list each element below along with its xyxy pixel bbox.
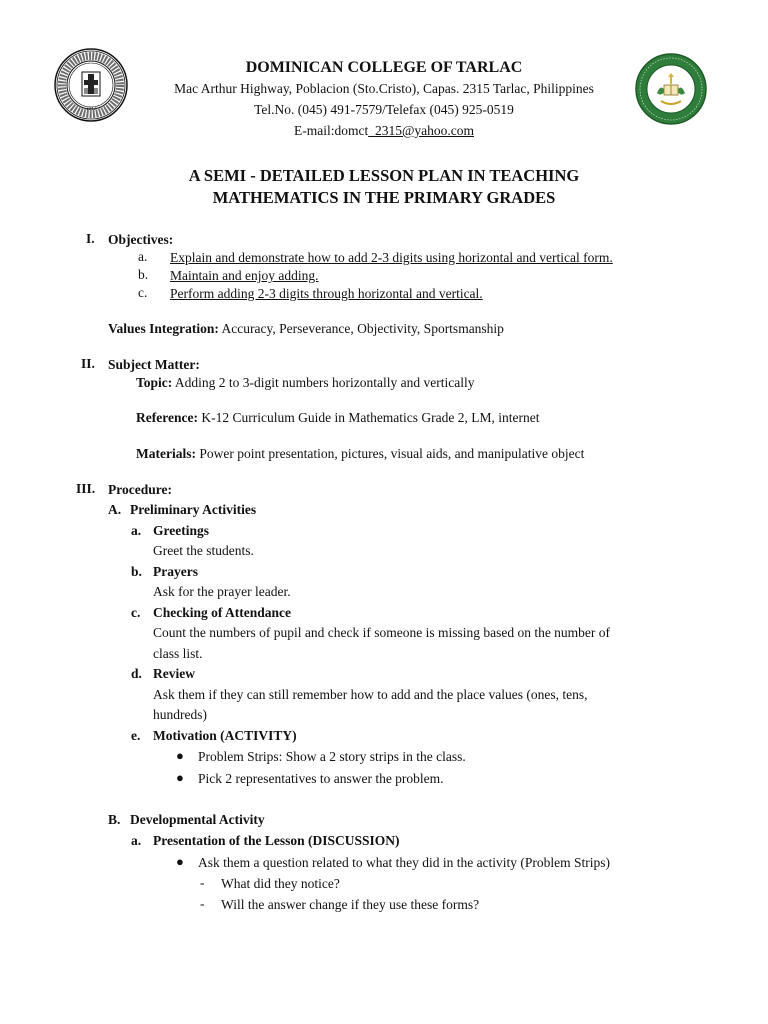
greetings-letter: a. [131,523,142,538]
procedure-heading: Procedure: [108,482,172,497]
presentation-heading: Presentation of the Lesson (DISCUSSION) [153,833,400,848]
bullet-icon: ● [176,748,184,763]
objectives-heading: Objectives: [108,232,174,247]
attendance-heading: Checking of Attendance [153,605,291,620]
materials-label: Materials: [136,446,196,461]
title-line-1: A SEMI - DETAILED LESSON PLAN IN TEACHING [188,166,580,185]
svg-text:1947: 1947 [85,106,97,111]
subject-heading: Subject Matter: [108,357,200,372]
greetings-text: Greet the students. [153,543,254,558]
objective-b-letter: b. [138,267,149,282]
letterhead [0,58,768,141]
prayers-text: Ask for the prayer leader. [153,584,291,599]
prayers-letter: b. [131,564,142,579]
school-email [0,120,768,141]
school-address: Mac Arthur Highway, Poblacion (Sto.Cristo), Capas. 2315 Tarlac, Philippines [174,81,594,96]
reference-text: K-12 Curriculum Guide in Mathematics Grade 2, LM, internet [201,410,540,425]
greetings-heading: Greetings [153,523,209,538]
document-title [0,165,768,209]
reference-label: Reference: [136,410,198,425]
prayers-heading: Prayers [153,564,198,579]
materials-text: Power point presentation, pictures, visual aids, and manipulative object [199,446,585,461]
attendance-text-2: class list. [153,646,203,661]
bullet-icon: ● [176,770,184,785]
values-text: Accuracy, Perseverance, Objectivity, Sportsmanship [221,321,504,336]
section-b-letter: B. [108,812,121,827]
objective-c-letter: c. [138,285,148,300]
procedure-numeral: III. [76,481,96,496]
objective-b-text: Maintain and enjoy adding. [170,268,319,283]
review-heading: Review [153,666,195,681]
topic-line [136,374,474,392]
dash-marker: - [200,875,205,890]
presentation-dash-2: Will the answer change if they use these forms? [221,897,480,912]
section-a-heading: Preliminary Activities [130,502,257,517]
subject-numeral: II. [81,356,95,371]
presentation-dash-1: What did they notice? [221,876,340,891]
reference-line [136,409,540,427]
objectives-numeral: I. [86,231,95,246]
section-b-heading: Developmental Activity [130,812,265,827]
dash-marker: - [200,896,205,911]
objective-a-text: Explain and demonstrate how to add 2-3 digits using horizontal and vertical form. [170,250,613,265]
presentation-bullet: Ask them a question related to what they did in the activity (Problem Strips) [198,855,611,870]
title-line-2: MATHEMATICS IN THE PRIMARY GRADES [212,188,556,207]
review-text-1: Ask them if they can still remember how to add and the place values (ones, tens, [153,687,588,702]
presentation-letter: a. [131,833,142,848]
school-phone: Tel.No. (045) 491-7579/Telefax (045) 925-0519 [254,102,514,117]
values-label: Values Integration: [108,321,219,336]
review-letter: d. [131,666,142,681]
motivation-bullet-1: Problem Strips: Show a 2 story strips in the class. [198,749,466,764]
values-integration [108,320,504,338]
motivation-letter: e. [131,728,141,743]
email-prefix: E-mail:domct [293,123,369,138]
topic-label: Topic: [136,375,173,390]
email-link[interactable]: _2315@yahoo.com [368,123,475,138]
topic-text: Adding 2 to 3-digit numbers horizontally and vertically [174,375,475,390]
attendance-letter: c. [131,605,141,620]
attendance-text-1: Count the numbers of pupil and check if someone is missing based on the number of [153,625,611,640]
section-a-letter: A. [108,502,122,517]
objective-c-text: Perform adding 2-3 digits through horizontal and vertical. [170,286,483,301]
school-name: DOMINICAN COLLEGE OF TARLAC [245,59,523,76]
materials-line [136,445,584,463]
motivation-heading: Motivation (ACTIVITY) [153,728,297,743]
bullet-icon: ● [176,854,184,869]
objective-a-letter: a. [138,249,148,264]
review-text-2: hundreds) [153,707,207,722]
motivation-bullet-2: Pick 2 representatives to answer the problem. [198,771,444,786]
